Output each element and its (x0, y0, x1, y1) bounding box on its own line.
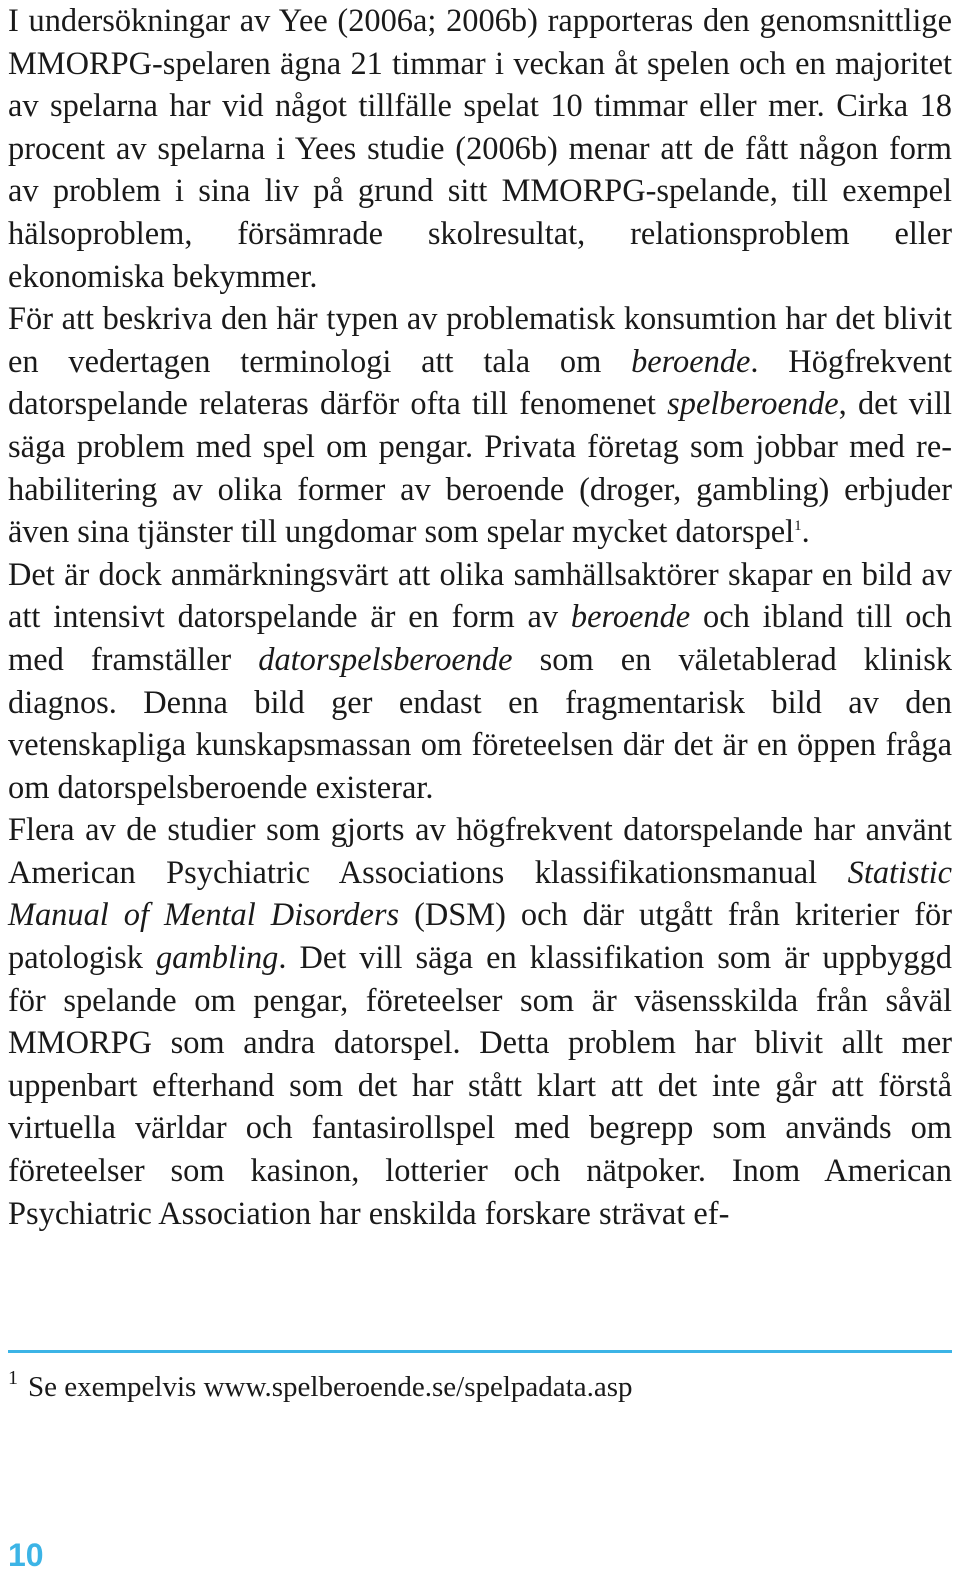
text-run: Flera av de studier som gjorts av högfrekvent datorspelande har använt American Psychiatric Associations klassifikationsmanual (8, 812, 952, 891)
paragraph-2 (8, 298, 952, 554)
italic-term: datorspelsberoende (258, 641, 513, 678)
text-run: För att beskriva den här typen av problematisk konsumtion har det blivit en vedertagen terminologi att tala om (8, 301, 952, 380)
italic-term: spelberoende (667, 386, 839, 423)
italic-term: Statistic Manual of Mental Disorders (8, 854, 952, 934)
footnote (8, 1367, 633, 1404)
footnote-marker: 1 (8, 1367, 18, 1389)
paragraph-3 (8, 554, 952, 810)
text-run: . (801, 514, 810, 551)
page-number: 10 (8, 1537, 44, 1573)
italic-term: beroende (631, 343, 751, 380)
text-run: och ibland till och med framställer (8, 599, 953, 678)
main-text (8, 0, 952, 1235)
footnote-text: Se exempelvis www.spelberoende.se/spelpadata.asp (28, 1371, 633, 1403)
italic-term: beroende (570, 599, 691, 636)
footnote-reference: 1 (794, 518, 802, 535)
text-run: . Högfrekvent datorspelande relateras därför ofta till fenomenet (8, 343, 952, 423)
text-run: I undersökningar av Yee (2006a; 2006b) rapporteras den genomsnittlige MMORPG-spelaren ägna 21 timmar i veckan åt spelen och en majoritet av spelarna har vid något tillfälle spelat 10 timmar eller mer. Cirka 18 procent av spelarna i Yees studie (2006b) menar att de fått någon form av problem i sina liv på grund sitt MMORPG-spelande, till exempel hälsoproblem, försämrade skolresultat, relationsproblem eller ekonomiska bekymmer. (8, 3, 952, 295)
text-run: (DSM) och där utgått från kriterier för patologisk (8, 897, 952, 977)
footnote-divider (8, 1350, 952, 1353)
text-run: . Det vill säga en klassifikation som är uppbyggd för spelande om pengar, företeelser som är väsensskilda från såväl MMORPG som andra datorspel. Detta problem har blivit allt mer uppenbart efterhand som det har stått klart att det inte går att förstå virtuella världar och fantasirollspel med begrepp som används om företeelser som kasinon, lotterier och nätpoker. Inom American Psychiatric Association har enskilda forskare strävat ef- (8, 940, 952, 1232)
text-run: som en väletablerad klinisk diagnos. Denna bild ger endast en fragmentarisk bild av den vetenskapliga kunskapsmassan om företeelsen där det är en öppen fråga om datorspelsberoende existerar. (8, 641, 952, 806)
paragraph-1 (8, 0, 952, 298)
text-run: Det är dock anmärkningsvärt att olika samhällsaktörer skapar en bild av att intensivt datorspelande är en form av (8, 556, 952, 636)
italic-term: gambling (155, 940, 279, 977)
text-run: , det vill säga problem med spel om pengar. Privata företag som jobbar med rehabilitering av olika former av beroende (droger, gambling) erbjuder även sina tjänster till ungdomar som spelar mycket datorspel (8, 386, 952, 551)
paragraph-4 (8, 809, 952, 1235)
page-body (8, 0, 952, 1235)
